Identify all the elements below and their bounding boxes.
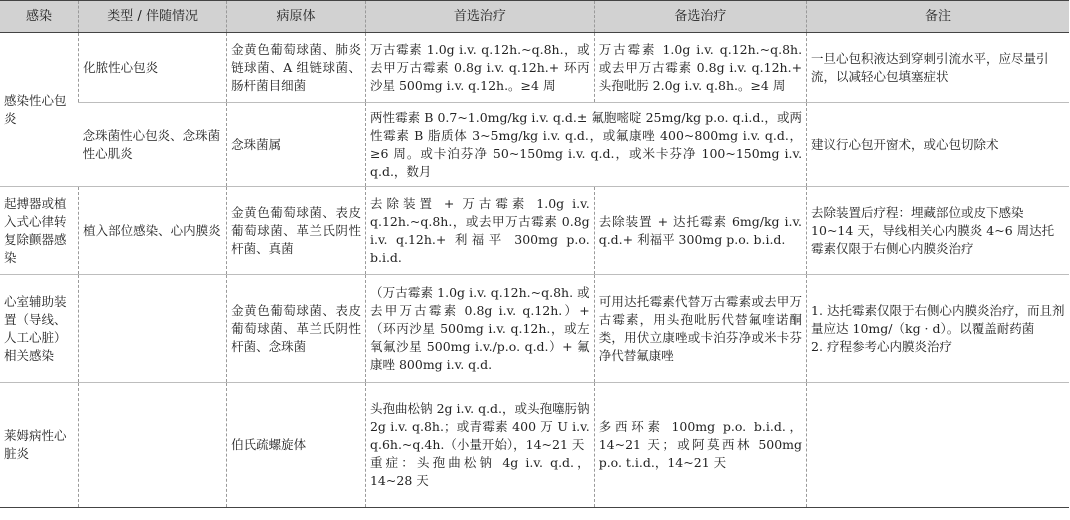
cell-remarks: 去除装置后疗程：埋藏部位或皮下感染 10~14 天，导线相关心内膜炎 4~6 周达托霉素仅限于右侧心内膜炎治疗 [807,187,1069,275]
cell-type: 植入部位感染、心内膜炎 [79,187,227,275]
cell-infection: 莱姆病性心脏炎 [0,383,79,508]
cell-type: 念珠菌性心包炎、念珠菌性心肌炎 [79,103,227,187]
cell-remarks [807,383,1069,508]
first-choice-line-2: 重症：头孢曲松钠 4g i.v. q.d.，14~28 天 [369,455,590,488]
header-pathogen: 病原体 [227,1,366,33]
cell-first-choice: 万古霉素 1.0g i.v. q.12h.~q.8h.，或去甲万古霉素 0.8g i.v. q.12h.+ 环丙沙星 500mg i.v. q.12h.。≥4 周 [365,33,594,103]
cell-first-choice: 两性霉素 B 0.7~1.0mg/kg i.v. q.d.± 氟胞嘧啶 25mg/kg p.o. q.i.d.，或两性霉素 B 脂质体 3~5mg/kg i.v. q.d.，或氟康唑 400~800mg i.v. q.d.，≥6 周。或卡泊芬净 50~150mg i.v. q.d.，或米卡芬净 100~150mg i.v. q.d.，数月 [365,103,806,187]
cell-pathogen: 金黄色葡萄球菌、肺炎链球菌、A 组链球菌、肠杆菌目细菌 [227,33,366,103]
cell-alternative: 万古霉素 1.0g i.v. q.12h.~q.8h. 或去甲万古霉素 0.8g i.v. q.12h.+ 头孢吡肟 2.0g i.v. q.8h.。≥4 周 [594,33,806,103]
cell-infection: 心室辅助装置（导线、人工心脏）相关感染 [0,275,79,383]
cell-infection: 感染性心包炎 [0,33,79,187]
remark-line-2: 2. 疗程参考心内膜炎治疗 [811,338,952,354]
cell-first-choice [365,383,594,508]
cell-alternative: 可用达托霉素代替万古霉素或去甲万古霉素，用头孢吡肟代替氟喹诺酮类，用伏立康唑或卡泊芬净或米卡芬净代替氟康唑 [594,275,806,383]
cell-alternative: 去除装置 + 达托霉素 6mg/kg i.v. q.d.+ 利福平 300mg p.o. b.i.d. [594,187,806,275]
cell-pathogen: 金黄色葡萄球菌、表皮葡萄球菌、革兰氏阴性杆菌、真菌 [227,187,366,275]
table-row [0,275,1069,383]
cell-pathogen: 伯氏疏螺旋体 [227,383,366,508]
table-row [0,103,1069,187]
table-row [0,187,1069,275]
cell-first-choice: （万古霉素 1.0g i.v. q.12h.~q.8h. 或去甲万古霉素 0.8g i.v. q.12h.）+（环丙沙星 500mg i.v. q.12h.，或左氧氟沙星 500mg i.v./p.o. q.d.）+ 氟康唑 800mg i.v. q.d. [365,275,594,383]
cell-type: 化脓性心包炎 [79,33,227,103]
header-first-choice: 首选治疗 [365,1,594,33]
cell-remarks: 建议行心包开窗术，或心包切除术 [807,103,1069,187]
table-header [0,1,1069,33]
cell-remarks [807,275,1069,383]
first-choice-line-1: 头孢曲松钠 2g i.v. q.d.，或头孢噻肟钠 2g i.v. q.8h.；或青霉素 400 万 U i.v. q.6h.~q.4h.（小量开始），14~21 天 [369,401,590,452]
cell-remarks: 一旦心包积液达到穿刺引流水平，应尽量引流，以减轻心包填塞症状 [807,33,1069,103]
header-alternative: 备选治疗 [594,1,806,33]
header-remarks: 备注 [807,1,1069,33]
header-row [0,1,1069,33]
remark-line-1: 1. 达托霉素仅限于右侧心内膜炎治疗，而且剂量应达 10mg/（kg · d）。以覆盖耐药菌 [811,302,1065,336]
cell-first-choice: 去除装置 + 万古霉素 1.0g i.v. q.12h.~q.8h.，或去甲万古霉素 0.8g i.v. q.12h.+ 利福平 300mg p.o. b.i.d. [365,187,594,275]
header-infection: 感染 [0,1,79,33]
cell-type [79,275,227,383]
cell-pathogen: 念珠菌属 [227,103,366,187]
table-row [0,33,1069,103]
header-type: 类型 / 伴随情况 [79,1,227,33]
cell-type [79,383,227,508]
cell-infection: 起搏器或植入式心律转复除颤器感染 [0,187,79,275]
table-row [0,383,1069,508]
table-body [0,33,1069,508]
cell-alternative: 多西环素 100mg p.o. b.i.d.，14~21 天；或阿莫西林 500mg p.o. t.i.d.，14~21 天 [594,383,806,508]
cell-pathogen: 金黄色葡萄球菌、表皮葡萄球菌、革兰氏阴性杆菌、念珠菌 [227,275,366,383]
